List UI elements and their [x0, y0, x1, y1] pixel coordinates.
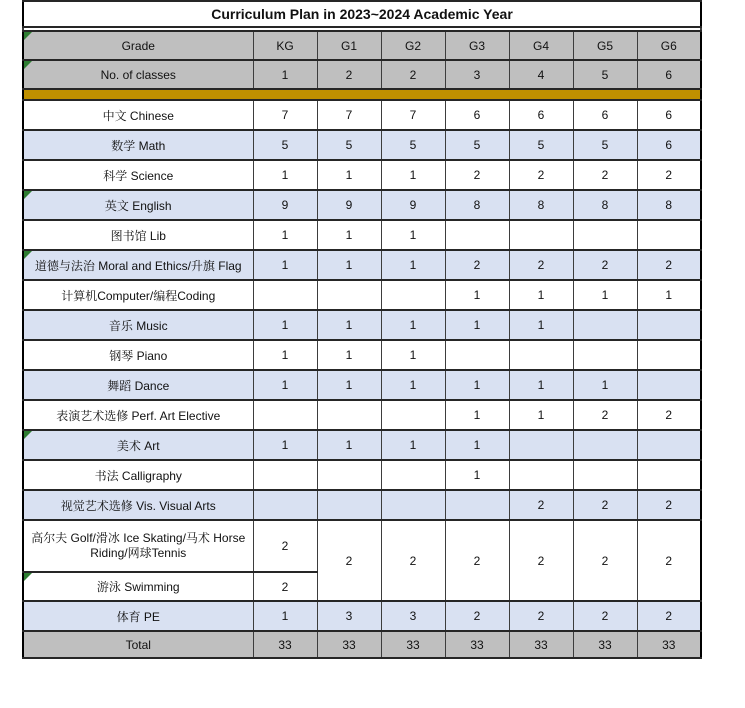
merged-value-cell[interactable]: 2	[445, 520, 509, 601]
value-cell[interactable]: 1	[445, 430, 509, 460]
value-cell[interactable]: 2	[637, 601, 701, 631]
value-cell[interactable]	[637, 220, 701, 250]
subject-label[interactable]: 英文 English	[23, 190, 253, 220]
subject-label[interactable]: 图书馆 Lib	[23, 220, 253, 250]
value-cell[interactable]: 1	[317, 310, 381, 340]
value-cell[interactable]	[637, 370, 701, 400]
table-row	[23, 460, 701, 490]
table-row	[23, 220, 701, 250]
value-cell[interactable]: 2	[573, 250, 637, 280]
table-row	[23, 190, 701, 220]
value-cell[interactable]: 2	[253, 520, 317, 572]
value-cell[interactable]	[317, 490, 381, 520]
value-cell[interactable]: 2	[573, 400, 637, 430]
value-cell[interactable]: 3	[381, 601, 445, 631]
value-cell[interactable]: 33	[637, 631, 701, 658]
value-cell[interactable]: 2	[637, 160, 701, 190]
value-cell[interactable]	[573, 220, 637, 250]
value-cell[interactable]	[445, 220, 509, 250]
value-cell[interactable]: 9	[253, 190, 317, 220]
grade-col-g3[interactable]: G3	[445, 31, 509, 60]
value-cell[interactable]: 1	[317, 340, 381, 370]
value-cell[interactable]: 8	[573, 190, 637, 220]
value-cell[interactable]: 1	[509, 310, 573, 340]
value-cell[interactable]: 2	[253, 572, 317, 601]
value-cell[interactable]	[637, 460, 701, 490]
merged-value-cell[interactable]: 2	[381, 520, 445, 601]
value-cell[interactable]: 33	[445, 631, 509, 658]
grade-col-g4[interactable]: G4	[509, 31, 573, 60]
value-cell[interactable]: 8	[509, 190, 573, 220]
value-cell[interactable]	[381, 460, 445, 490]
value-cell[interactable]: 1	[253, 310, 317, 340]
subject-label[interactable]: 中文 Chinese	[23, 100, 253, 130]
value-cell[interactable]	[509, 340, 573, 370]
value-cell[interactable]: 1	[381, 310, 445, 340]
value-cell[interactable]: 1	[317, 430, 381, 460]
value-cell[interactable]: 5	[573, 60, 637, 89]
value-cell[interactable]	[445, 340, 509, 370]
value-cell[interactable]: 7	[317, 100, 381, 130]
value-cell[interactable]	[253, 400, 317, 430]
value-cell[interactable]: 33	[509, 631, 573, 658]
value-cell[interactable]: 1	[381, 160, 445, 190]
value-cell[interactable]	[317, 280, 381, 310]
value-cell[interactable]: 2	[637, 250, 701, 280]
grade-col-g1[interactable]: G1	[317, 31, 381, 60]
comment-flag-icon	[24, 32, 32, 40]
table-row	[23, 370, 701, 400]
gold-band-row	[23, 89, 701, 100]
grade-col-kg[interactable]: KG	[253, 31, 317, 60]
value-cell[interactable]: 1	[253, 220, 317, 250]
value-cell[interactable]	[445, 490, 509, 520]
value-cell[interactable]	[573, 310, 637, 340]
subject-label[interactable]: 音乐 Music	[23, 310, 253, 340]
value-cell[interactable]: 2	[445, 601, 509, 631]
value-cell[interactable]	[637, 430, 701, 460]
classes-count-row	[23, 60, 701, 89]
table-row	[23, 100, 701, 130]
value-cell[interactable]: 1	[317, 370, 381, 400]
value-cell[interactable]: 1	[381, 220, 445, 250]
subject-label[interactable]: 体育 PE	[23, 601, 253, 631]
value-cell[interactable]: 2	[637, 490, 701, 520]
value-cell[interactable]: 1	[445, 370, 509, 400]
subject-label[interactable]: 书法 Calligraphy	[23, 460, 253, 490]
subject-label[interactable]: 游泳 Swimming	[23, 572, 253, 601]
value-cell[interactable]: 1	[381, 370, 445, 400]
value-cell[interactable]: 1	[253, 160, 317, 190]
value-cell[interactable]: 2	[509, 490, 573, 520]
value-cell[interactable]: 1	[253, 340, 317, 370]
value-cell[interactable]: 1	[253, 601, 317, 631]
value-cell[interactable]	[317, 460, 381, 490]
classes-label: No. of classes	[100, 67, 176, 82]
value-cell[interactable]: 1	[637, 280, 701, 310]
gold-band-cell	[23, 89, 701, 100]
value-cell[interactable]: 1	[445, 280, 509, 310]
value-cell[interactable]	[573, 460, 637, 490]
value-cell[interactable]: 1	[445, 310, 509, 340]
value-cell[interactable]: 1	[381, 250, 445, 280]
value-cell[interactable]: 6	[445, 100, 509, 130]
value-cell[interactable]: 2	[573, 490, 637, 520]
value-cell[interactable]	[509, 460, 573, 490]
value-cell[interactable]: 4	[509, 60, 573, 89]
value-cell[interactable]	[381, 400, 445, 430]
total-row	[23, 631, 701, 658]
value-cell[interactable]: 5	[317, 130, 381, 160]
comment-flag-icon	[24, 431, 32, 439]
table-row	[23, 160, 701, 190]
value-cell[interactable]: 1	[573, 370, 637, 400]
merged-value-cell[interactable]: 2	[317, 520, 381, 601]
table-row	[23, 1, 701, 27]
value-cell[interactable]	[253, 280, 317, 310]
value-cell[interactable]	[637, 310, 701, 340]
value-cell[interactable]: 33	[381, 631, 445, 658]
value-cell[interactable]: 9	[317, 190, 381, 220]
value-cell[interactable]: 5	[253, 130, 317, 160]
table-row	[23, 601, 701, 631]
comment-flag-icon	[24, 61, 32, 69]
value-cell[interactable]: 6	[573, 100, 637, 130]
classes-label-cell[interactable]	[23, 60, 253, 89]
value-cell[interactable]: 5	[445, 130, 509, 160]
table-row	[23, 130, 701, 160]
value-cell[interactable]: 1	[445, 460, 509, 490]
curriculum-table	[22, 0, 702, 659]
value-cell[interactable]: 5	[381, 130, 445, 160]
value-cell[interactable]	[253, 490, 317, 520]
value-cell[interactable]: 33	[317, 631, 381, 658]
value-cell[interactable]	[573, 340, 637, 370]
value-cell[interactable]	[253, 460, 317, 490]
value-cell[interactable]: 1	[381, 340, 445, 370]
table-row	[23, 310, 701, 340]
value-cell[interactable]: 33	[253, 631, 317, 658]
value-cell[interactable]: 1	[317, 250, 381, 280]
subject-label[interactable]: 钢琴 Piano	[23, 340, 253, 370]
table-row	[23, 340, 701, 370]
value-cell[interactable]: 33	[573, 631, 637, 658]
table-row	[23, 430, 701, 460]
grade-header-cell[interactable]	[23, 31, 253, 60]
value-cell[interactable]: 5	[509, 130, 573, 160]
value-cell[interactable]: 1	[573, 280, 637, 310]
comment-flag-icon	[24, 573, 32, 581]
value-cell[interactable]: 2	[381, 60, 445, 89]
table-row	[23, 400, 701, 430]
value-cell[interactable]	[317, 400, 381, 430]
value-cell[interactable]: 3	[317, 601, 381, 631]
subject-label[interactable]: 表演艺术选修 Perf. Art Elective	[23, 400, 253, 430]
value-cell[interactable]: 1	[253, 370, 317, 400]
subject-label[interactable]: 舞蹈 Dance	[23, 370, 253, 400]
value-cell[interactable]: 2	[573, 160, 637, 190]
table-row	[23, 520, 701, 572]
value-cell[interactable]: 6	[637, 100, 701, 130]
value-cell[interactable]: 2	[445, 250, 509, 280]
subject-label[interactable]: 数学 Math	[23, 130, 253, 160]
table-row	[23, 280, 701, 310]
value-cell[interactable]	[381, 490, 445, 520]
value-cell[interactable]: 1	[509, 400, 573, 430]
merged-value-cell[interactable]: 2	[637, 520, 701, 601]
grade-label: Grade	[121, 38, 155, 53]
grade-col-g5[interactable]: G5	[573, 31, 637, 60]
value-cell[interactable]	[509, 220, 573, 250]
subject-label[interactable]: 高尔夫 Golf/滑冰 Ice Skating/马术 Horse Riding/网球Tennis	[23, 520, 253, 572]
value-cell[interactable]: 1	[253, 430, 317, 460]
comment-flag-icon	[24, 251, 32, 259]
value-cell[interactable]: 1	[381, 430, 445, 460]
total-label[interactable]: Total	[23, 631, 253, 658]
subject-label[interactable]: 美术 Art	[23, 430, 253, 460]
value-cell[interactable]: 7	[381, 100, 445, 130]
value-cell[interactable]: 1	[509, 280, 573, 310]
value-cell[interactable]: 1	[445, 400, 509, 430]
value-cell[interactable]: 9	[381, 190, 445, 220]
value-cell[interactable]: 2	[509, 250, 573, 280]
value-cell[interactable]: 5	[573, 130, 637, 160]
value-cell[interactable]: 2	[509, 160, 573, 190]
subject-label[interactable]: 视觉艺术选修 Vis. Visual Arts	[23, 490, 253, 520]
value-cell[interactable]: 6	[637, 130, 701, 160]
value-cell[interactable]	[381, 280, 445, 310]
grade-col-g2[interactable]: G2	[381, 31, 445, 60]
grade-header-row	[23, 31, 701, 60]
value-cell[interactable]	[509, 430, 573, 460]
value-cell[interactable]: 3	[445, 60, 509, 89]
table-row	[23, 250, 701, 280]
value-cell[interactable]	[573, 430, 637, 460]
value-cell[interactable]	[637, 340, 701, 370]
subject-label[interactable]: 计算机Computer/编程Coding	[23, 280, 253, 310]
value-cell[interactable]: 6	[637, 60, 701, 89]
value-cell[interactable]: 2	[317, 60, 381, 89]
value-cell[interactable]: 6	[509, 100, 573, 130]
merged-value-cell[interactable]: 2	[573, 520, 637, 601]
merged-value-cell[interactable]: 2	[509, 520, 573, 601]
value-cell[interactable]: 1	[253, 250, 317, 280]
page-title: Curriculum Plan in 2023~2024 Academic Year	[23, 1, 701, 27]
grade-col-g6[interactable]: G6	[637, 31, 701, 60]
value-cell[interactable]: 2	[509, 601, 573, 631]
value-cell[interactable]: 7	[253, 100, 317, 130]
comment-flag-icon	[24, 191, 32, 199]
value-cell[interactable]: 1	[509, 370, 573, 400]
value-cell[interactable]: 2	[637, 400, 701, 430]
value-cell[interactable]: 1	[253, 60, 317, 89]
value-cell[interactable]: 2	[573, 601, 637, 631]
value-cell[interactable]: 8	[445, 190, 509, 220]
table-row	[23, 490, 701, 520]
subject-label[interactable]: 道德与法治 Moral and Ethics/升旗 Flag	[23, 250, 253, 280]
value-cell[interactable]: 1	[317, 220, 381, 250]
value-cell[interactable]: 1	[317, 160, 381, 190]
value-cell[interactable]: 2	[445, 160, 509, 190]
subject-label[interactable]: 科学 Science	[23, 160, 253, 190]
value-cell[interactable]: 8	[637, 190, 701, 220]
